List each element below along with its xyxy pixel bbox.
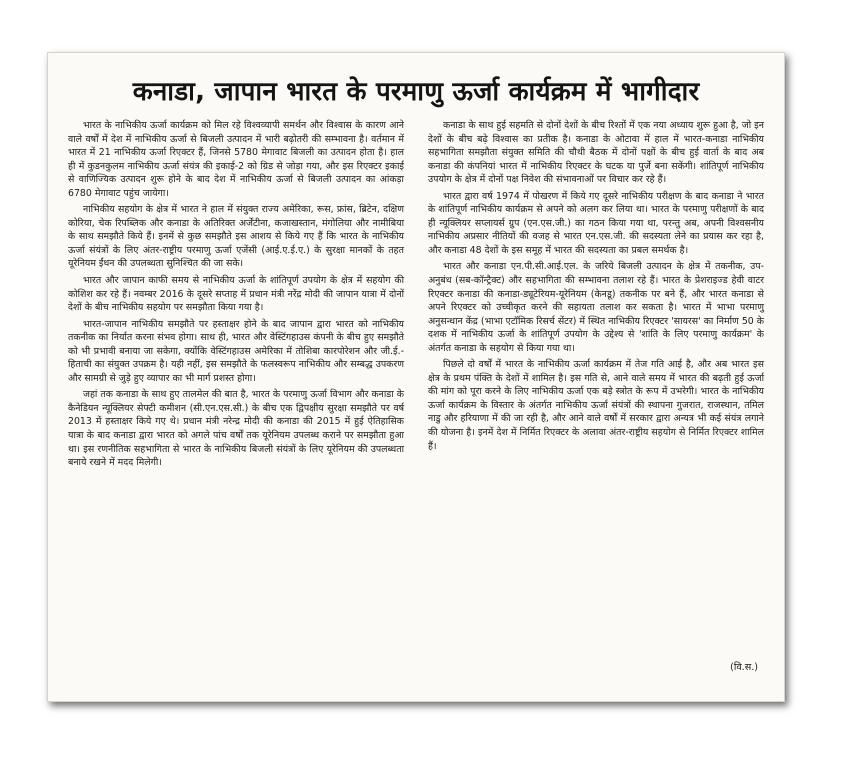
paragraph: भारत-जापान नाभिकीय समझौते पर हस्ताक्षर होने के बाद जापान द्वारा भारत को नाभिकीय तकनीक का निर्यात करना संभव होगा। साथ ही, भारत और वेस्टिंगहाउस कंपनी के बीच हुए समझौते को भी प्रभावी बनाया जा सकेगा, क्योंकि वेस्टिंगहाउस अमेरिका में तोशिबा कारपोरेशन और जी.ई.-हिताची का संयुक्त उपक्रम है। यही नहीं, इस समझौते के फलस्वरूप नाभिकीय और सम्बद्ध उपकरण और सामग्री से जुड़े हुए व्यापार का भी मार्ग प्रशस्त होगा। (68, 318, 404, 384)
article-columns (68, 119, 764, 470)
paragraph: जहां तक कनाडा के साथ हुए तालमेल की बात है, भारत के परमाणु ऊर्जा विभाग और कनाडा के कैनेडियन न्यूक्लियर सेफ्टी कमीशन (सी.एन.एस.सी.) के बीच एक द्विपक्षीय सुरक्षा समझौते पर वर्ष 2013 में हस्ताक्षर किये गए थे। प्रधान मंत्री नरेन्द्र मोदी की कनाडा की 2015 में हुई ऐतिहासिक यात्रा के बाद कनाडा द्वारा भारत को अगले पांच वर्षों तक यूरेनियम उपलब्ध कराने पर समझौता हुआ था। इस रणनीतिक सहभागिता से भारत के नाभिकीय बिजली संयंत्रों के लिए यूरेनियम की उपलब्धता बनाये रखने में मदद मिलेगी। (68, 389, 404, 469)
paragraph: भारत और कनाडा एन.पी.सी.आई.एल. के जरिये बिजली उत्पादन के क्षेत्र में तकनीक, उप-अनुबंध (सब-कॉन्ट्रैक्ट) और सहभागिता की सम्भावना तलाश रहे हैं। भारत के प्रेशराइज्ड हेवी वाटर रिएक्टर कनाडा की कनाडा-ड्यूटेरियम-यूरेनियम (केनडू) तकनीक पर बने हैं, और भारत कनाडा से अपने रिएक्टर को उच्चीकृत करने की सहायता तलाश कर सकता है। भारत में भाभा परमाणु अनुसन्धान केंद्र (भाभा एटॉमिक रिसर्च सेंटर) में स्थित नाभिकीय रिएक्टर 'सायरस' का निर्माण 50 के दशक में नाभिकीय ऊर्जा के शांतिपूर्ण उपयोग के उद्देश्य से 'शांति के लिए परमाणु कार्यक्रम' के अंतर्गत कनाडा के सहयोग से किया गया था। (428, 261, 764, 354)
paragraph: कनाडा के साथ हुई सहमति से दोनों देशों के बीच रिश्तों में एक नया अध्याय शुरू हुआ है, जो इन देशों के बीच बढ़े विश्वास का प्रतीक है। कनाडा के ओटावा में हाल में भारत-कनाडा नाभिकीय सहभागिता समझौता संयुक्त समिति की चौथी बैठक में दोनों पक्षों के बीच हुई वार्ता के बाद अब कनाडा की कंपनियां भारत में नाभिकीय रिएक्टर के घटक या पुर्जे बना सकेंगी। शांतिपूर्ण नाभिकीय उपयोग के क्षेत्र में दोनों पक्ष निवेश की संभावनाओं पर विचार कर रहे हैं। (428, 120, 764, 186)
author-credit: (वि.स.) (730, 662, 758, 673)
left-column (68, 119, 404, 470)
right-column (428, 119, 764, 470)
article-headline: कनाडा, जापान भारत के परमाणु ऊर्जा कार्यक्रम में भागीदार (132, 77, 700, 107)
newspaper-clipping (47, 52, 785, 702)
paragraph: भारत और जापान काफी समय से नाभिकीय ऊर्जा के शांतिपूर्ण उपयोग के क्षेत्र में सहयोग की कोशिश कर रहे हैं। नवम्बर 2016 के दूसरे सप्ताह में प्रधान मंत्री नरेंद्र मोदी की जापान यात्रा में दोनों देशों के बीच नाभिकीय सहयोग पर समझौता किया गया है। (68, 275, 404, 314)
paragraph: भारत के नाभिकीय ऊर्जा कार्यक्रम को मिल रहे विश्वव्यापी समर्थन और विश्वास के कारण आने वाले वर्षों में देश में नाभिकीय ऊर्जा से बिजली उत्पादन में भारी बढ़ोतरी की सम्भावना है। वर्तमान में भारत में 21 नाभिकीय ऊर्जा रिएक्टर हैं, जिनसे 5780 मेगावाट बिजली का उत्पादन होता है। हाल ही में कुडनकुलम नाभिकीय ऊर्जा संयंत्र की इकाई-2 को ग्रिड से जोड़ा गया, और इस रिएक्टर इकाई से वाणिज्यिक उत्पादन शुरू होने के बाद देश में नाभिकीय ऊर्जा से बिजली उत्पादन का आंकड़ा 6780 मेगावाट पहुंच जायेगा। (68, 120, 404, 199)
paragraph: नाभिकीय सहयोग के क्षेत्र में भारत ने हाल में संयुक्त राज्य अमेरिका, रूस, फ्रांस, ब्रिटेन, दक्षिण कोरिया, चेक रिपब्लिक और कनाडा के अतिरिक्त अर्जेंटीना, कजाखस्तान, मंगोलिया और नामीबिया के साथ समझौते किये हैं। इनमें से कुछ समझौते इस आशय से किये गए हैं कि भारत के नाभिकीय ऊर्जा संयंत्रों के लिए अंतर-राष्ट्रीय परमाणु ऊर्जा एजेंसी (आई.ए.ई.ए.) के सुरक्षा मानकों के तहत यूरेनियम ईंधन की उपलब्धता सुनिश्चित की जा सके। (68, 204, 404, 270)
paragraph: पिछले दो वर्षों में भारत के नाभिकीय ऊर्जा कार्यक्रम में तेज गति आई है, और अब भारत इस क्षेत्र के प्रथम पंक्ति के देशों में शामिल है। इस गति से, आने वाले समय में भारत की बढ़ती हुई ऊर्जा की मांग को पूरा करने के लिए नाभिकीय ऊर्जा एक बड़े स्त्रोत के रूप में उभरेगी। भारत के नाभिकीय ऊर्जा कार्यक्रम के विस्तार के अंतर्गत नाभिकीय ऊर्जा संयंत्रों की स्थापना गुजरात, राजस्थान, तमिल नाडु और हरियाणा में की जा रही है, और आने वाले वर्षों में सरकार द्वारा अन्यत्र भी कई संयंत्र लगाने की योजना है। इनमें देश में निर्मित रिएक्टर के अलावा अंतर-राष्ट्रीय सहयोग से निर्मित रिएक्टर शामिल हैं। (428, 359, 764, 452)
paragraph: भारत द्वारा वर्ष 1974 में पोखरण में किये गए दूसरे नाभिकीय परीक्षण के बाद कनाडा ने भारत के शांतिपूर्ण नाभिकीय कार्यक्रम से अपने को अलग कर लिया था। भारत के परमाणु परीक्षणों के बाद ही न्यूक्लियर सप्लायर्स ग्रुप (एन.एस.जी.) का गठन किया गया था, परन्तु अब, अपनी विश्वसनीय नाभिकीय अप्रसार नीतियों की वजह से भारत एन.एस.जी. की सदस्यता लेने का प्रयास कर रहा है, और कनाडा 48 देशों के इस समूह में भारत की सदस्यता का प्रबल समर्थक है। (428, 190, 764, 256)
